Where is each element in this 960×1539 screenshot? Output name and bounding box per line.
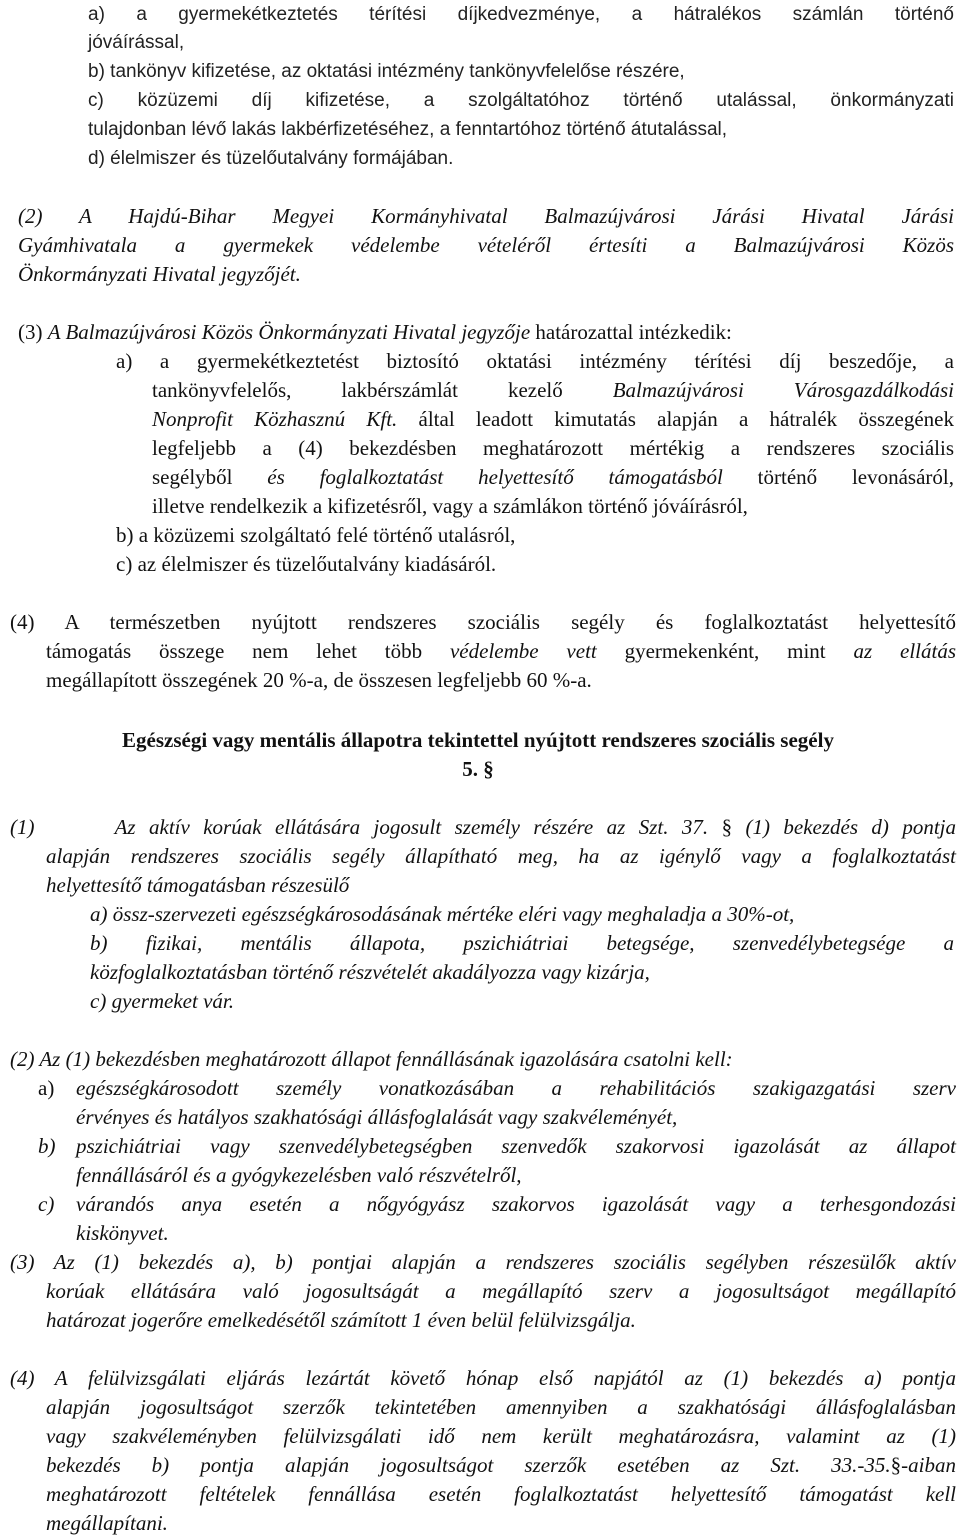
text-line: alapján rendszeres szociális segély állapítható meg, ha az igénylő vagy a foglalkoztatást — [46, 844, 956, 868]
text-span: -aiban — [901, 1453, 956, 1477]
text-line — [18, 318, 732, 347]
text-line — [152, 376, 954, 405]
text-line — [46, 637, 956, 666]
text-line: megállapított összegének 20 %-a, de összesen legfeljebb 60 %-a. — [46, 668, 592, 692]
text-line: helyettesítő támogatásban részesülő — [46, 873, 350, 897]
text-line: jóváírással, — [88, 32, 185, 53]
text-span: (3) — [18, 320, 48, 344]
text-line: a) össz-szervezeti egészségkárosodásának mértéke eléri vagy meghaladja a 30%-ot, — [90, 902, 795, 926]
list-label: a) — [38, 1076, 55, 1100]
text-line: c) gyermeket vár. — [90, 989, 235, 1013]
text-span: Balmazújvárosi Városgazdálkodási — [612, 378, 954, 402]
text-line: pszichiátriai vagy szenvedélybetegségben szenvedők szakorvosi igazolását az állapot — [76, 1134, 956, 1158]
text-line: Gyámhivatala a gyermekek védelembe vételéről értesíti a Balmazújvárosi Közös — [18, 233, 954, 257]
text-line: a) a gyermekétkeztetés térítési díjkedvezménye, a hátralékos számlán történő — [88, 4, 954, 25]
text-line: tulajdonban lévő lakás lakbérfizetéséhez, a fenntartóhoz történő átutalással, — [88, 119, 728, 140]
text-span: által leadott kimutatás alapján a hátralék összegének — [397, 407, 954, 431]
text-line — [10, 813, 956, 842]
text-span: Nonprofit Közhasznú Kft. — [152, 407, 398, 431]
text-line: fennállásáról és a gyógykezelésben való részvételről, — [76, 1163, 522, 1187]
text-line: korúak ellátására való jogosultságát a megállapító szerv a jogosultságot megállapító — [46, 1279, 956, 1303]
text-line: alapján jogosultságot szerzők tekintetében amennyiben a szakhatósági állásfoglalásban — [46, 1395, 956, 1419]
text-span: és foglalkoztatást helyettesítő támogatásból — [267, 465, 723, 489]
text-span: segélyből — [152, 465, 268, 489]
text-span: történő levonásáról, — [722, 465, 955, 489]
section-number — [0, 755, 956, 784]
section-sign: § — [890, 1453, 902, 1477]
text-line: határozat jogerőre emelkedésétől számított 1 éven belül felülvizsgálja. — [46, 1308, 636, 1332]
text-line: kiskönyvet. — [76, 1221, 169, 1245]
text-span: A Balmazújvárosi Közös Önkormányzati Hivatal jegyzője — [47, 320, 531, 344]
section-sign: § — [483, 757, 494, 781]
text-line: (2) A Hajdú-Bihar Megyei Kormányhivatal Balmazújvárosi Járási Hivatal Járási — [18, 204, 954, 228]
text-span: tankönyvfelelős, lakbérszámlát kezelő — [152, 378, 613, 402]
list-label: b) — [38, 1134, 56, 1158]
text-line: (2) Az (1) bekezdésben meghatározott állapot fennállásának igazolására csatolni kell: — [10, 1047, 733, 1071]
text-line: közfoglalkoztatásban történő részvételét akadályozza vagy kizárja, — [90, 960, 650, 984]
text-line: a) a gyermekétkeztetést biztosító oktatási intézmény térítési díj beszedője, a — [116, 349, 954, 373]
text-span: bekezdés b) pontja alapján jogosultságot szerzők esetében az Szt. 33.-35. — [46, 1453, 891, 1477]
section-heading: Egészségi vagy mentális állapotra tekintettel nyújtott rendszeres szociális segély — [122, 728, 834, 752]
section-sign: § — [721, 815, 733, 839]
text-span: 5. — [462, 757, 478, 781]
text-line: c) az élelmiszer és tüzelőutalvány kiadásáról. — [116, 552, 497, 576]
text-line: b) fizikai, mentális állapota, pszichiátriai betegsége, szenvedélybetegsége a — [90, 931, 954, 955]
text-line: megállapítani. — [46, 1511, 168, 1535]
text-line: b) tankönyv kifizetése, az oktatási intézmény tankönyvfelelőse részére, — [88, 61, 685, 82]
text-line: c) közüzemi díj kifizetése, a szolgáltatóhoz történő utalással, önkormányzati — [88, 90, 954, 111]
text-line — [152, 463, 954, 492]
list-label: c) — [38, 1192, 55, 1216]
text-line: vagy szakvéleményben felülvizsgálati idő nem került meghatározásra, valamint az (1) — [46, 1424, 956, 1448]
text-span: védelembe vett — [449, 639, 597, 663]
text-line: d) élelmiszer és tüzelőutalvány formájában. — [88, 148, 454, 169]
text-line: illetve rendelkezik a kifizetésről, vagy a számlákon történő jóváírásról, — [152, 494, 748, 518]
text-span: (1) bekezdés d) pontja — [732, 815, 956, 839]
text-line: érvényes és hatályos szakhatósági állásfoglalását vagy szakvéleményét, — [76, 1105, 678, 1129]
text-span: támogatás összege nem lehet több — [46, 639, 450, 663]
text-line — [152, 405, 954, 434]
text-span: határozattal intézkedik: — [530, 320, 732, 344]
text-line: egészségkárosodott személy vonatkozásában a rehabilitációs szakigazgatási szerv — [76, 1076, 956, 1100]
text-line: várandós anya esetén a nőgyógyász szakorvos igazolását vagy a terhesgondozási — [76, 1192, 956, 1216]
text-line: meghatározott feltételek fennállása esetén foglalkoztatást helyettesítő támogatást kell — [46, 1482, 956, 1506]
text-line: Önkormányzati Hivatal jegyzőjét. — [18, 262, 301, 286]
text-line — [46, 1451, 956, 1480]
text-line: (3) Az (1) bekezdés a), b) pontjai alapján a rendszeres szociális segélyben részesülők aktív — [10, 1250, 956, 1274]
text-line: legfeljebb a (4) bekezdésben meghatározott mértékig a rendszeres szociális — [152, 436, 954, 460]
text-span: (1) Az aktív korúak ellátására jogosult személy részére az Szt. 37. — [10, 815, 722, 839]
text-line: (4) A természetben nyújtott rendszeres szociális segély és foglalkoztatást helyettesítő — [10, 610, 956, 634]
text-line: b) a közüzemi szolgáltató felé történő utalásról, — [116, 523, 516, 547]
text-span: gyermekenként, mint — [596, 639, 854, 663]
text-span: az ellátás — [853, 639, 957, 663]
text-line: (4) A felülvizsgálati eljárás lezártát követő hónap első napjától az (1) bekezdés a) pontja — [10, 1366, 956, 1390]
